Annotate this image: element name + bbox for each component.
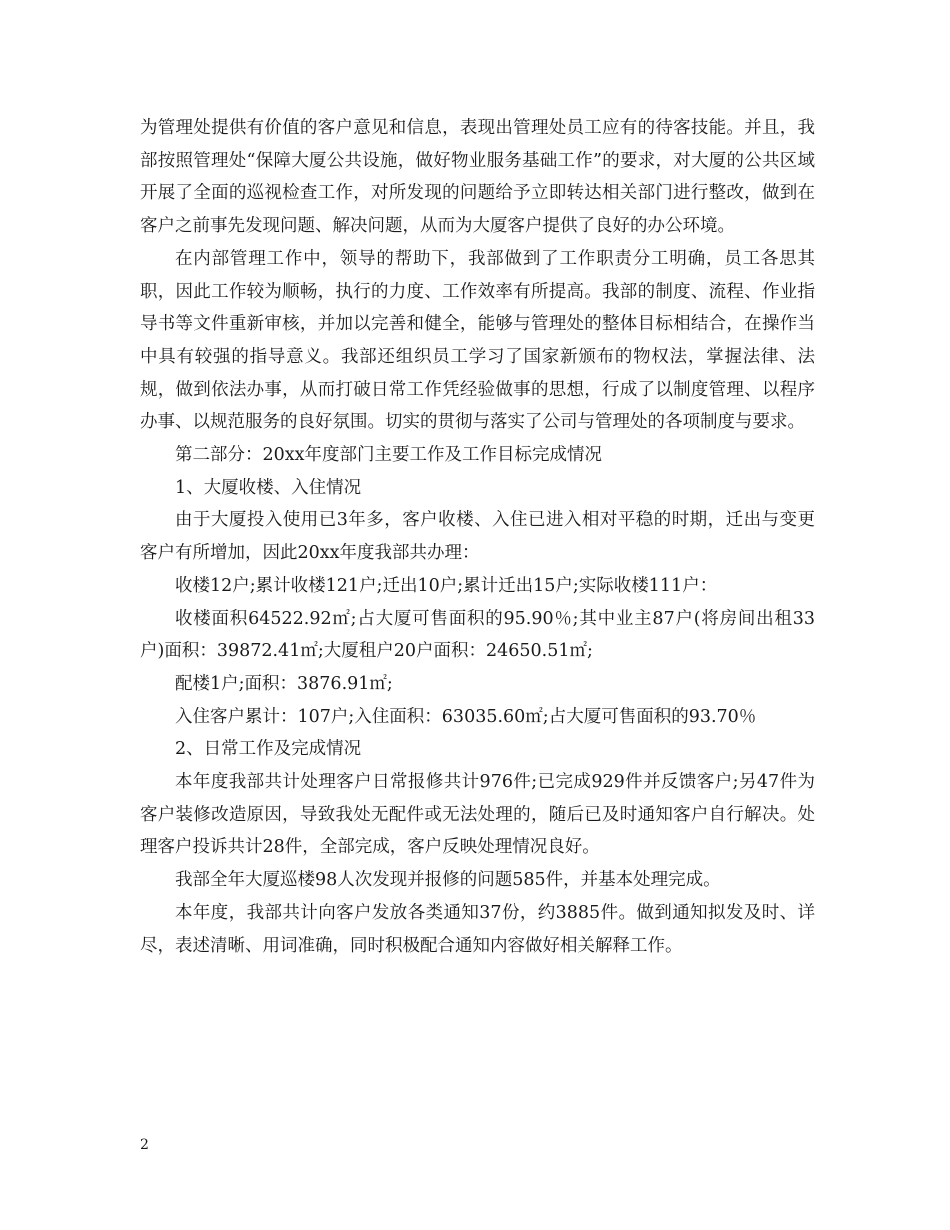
paragraph-move-in-counts: 收楼12户;累计收楼121户;迁出10户;累计迁出15户;实际收楼111户： [175,575,718,596]
paragraph-annex-building: 配楼1户;面积：3876.91㎡; [175,673,393,694]
subheading-daily-work: 2、日常工作及完成情况 [175,739,362,760]
section-heading-part-two: 第二部分：20xx年度部门主要工作及工作目标完成情况 [175,445,603,466]
page-number: 2 [140,1137,149,1153]
paragraph-patrols: 我部全年大厦巡楼98人次发现并报修的问题585件，并基本处理完成。 [175,870,721,891]
paragraph-move-in-area: 收楼面积64522.92㎡;占大厦可售面积的95.90％;其中业主87户(将房间出租33户)面积：39872.41㎡;大厦租户20户面积：24650.51㎡; [140,608,815,662]
paragraph-continuation: 为管理处提供有价值的客户意见和信息，表现出管理处员工应有的待客技能。并且，我部按照管理处“保障大厦公共设施，做好物业服务基础工作”的要求，对大厦的公共区域开展了全面的巡视检查工作，对所发现的问题给予立即转达相关部门进行整改，做到在客户之前事先发现问题、解决问题，从而为大厦客户提供了良好的办公环境。 [140,118,815,237]
paragraph-occupancy-total: 入住客户累计：107户;入住面积：63035.60㎡;占大厦可售面积的93.70％ [175,706,757,727]
paragraph-repairs: 本年度我部共计处理客户日常报修共计976件;已完成929件并反馈客户;另47件为客户装修改造原因，导致我处无配件或无法处理的，随后已及时通知客户自行解决。处理客户投诉共计28件，全部完成，客户反映处理情况良好。 [140,772,815,858]
subheading-move-in: 1、大厦收楼、入住情况 [175,477,362,498]
paragraph-notices: 本年度，我部共计向客户发放各类通知37份，约3885件。做到通知拟发及时、详尽，表述清晰、用词准确，同时积极配合通知内容做好相关解释工作。 [140,902,815,956]
paragraph-internal-management: 在内部管理工作中，领导的帮助下，我部做到了工作职责分工明确，员工各思其职，因此工作较为顺畅，执行的力度、工作效率有所提高。我部的制度、流程、作业指导书等文件重新审核，并加以完善和健全，能够与管理处的整体目标相结合，在操作当中具有较强的指导意义。我部还组织员工学习了国家新颁布的物权法，掌握法律、法规，做到依法办事，从而打破日常工作凭经验做事的思想，行成了以制度管理、以程序办事、以规范服务的良好氛围。切实的贯彻与落实了公司与管理处的各项制度与要求。 [140,248,815,433]
paragraph-move-in-intro: 由于大厦投入使用已3年多，客户收楼、入住已进入相对平稳的时期，迁出与变更客户有所增加，因此20xx年度我部共办理： [140,510,815,564]
document-body [140,112,815,962]
